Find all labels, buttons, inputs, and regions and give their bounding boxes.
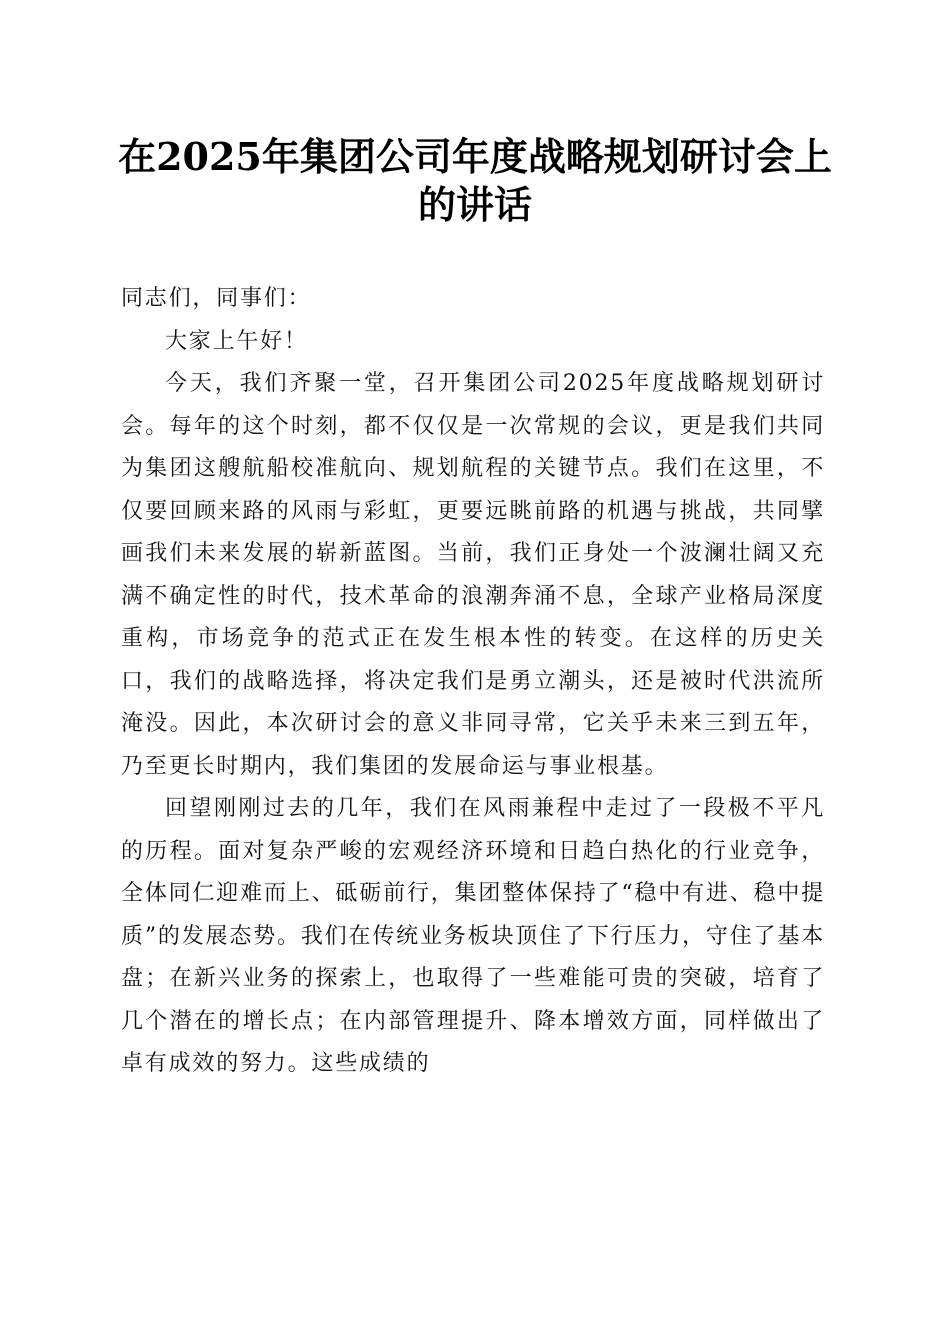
document-body bbox=[121, 278, 825, 1086]
document-title: 在2025年集团公司年度战略规划研讨会上的讲话 bbox=[118, 134, 832, 227]
paragraph-1: 今天，我们齐聚一堂，召开集团公司2025年度战略规划研讨会。每年的这个时刻，都不仅仅是一次常规的会议，更是我们共同为集团这艘航船校准航向、规划航程的关键节点。我们在这里，不仅要回顾来路的风雨与彩虹，更要远眺前路的机遇与挑战，共同擘画我们未来发展的崭新蓝图。当前，我们正身处一个波澜壮阔又充满不确定性的时代，技术革命的浪潮奔涌不息，全球产业格局深度重构，市场竞争的范式正在发生根本性的转变。在这样的历史关口，我们的战略选择，将决定我们是勇立潮头，还是被时代洪流所淹没。因此，本次研讨会的意义非同寻常，它关乎未来三到五年，乃至更长时期内，我们集团的发展命运与事业根基。 bbox=[121, 371, 825, 779]
greeting: 大家上午好！ bbox=[165, 328, 308, 354]
paragraph-2: 回望刚刚过去的几年，我们在风雨兼程中走过了一段极不平凡的历程。面对复杂严峻的宏观经济环境和日趋白热化的行业竞争，全体同仁迎难而上、砥砺前行，集团整体保持了“稳中有进、稳中提质”的发展态势。我们在传统业务板块顶住了下行压力，守住了基本盘；在新兴业务的探索上，也取得了一些难能可贵的突破，培育了几个潜在的增长点；在内部管理提升、降本增效方面，同样做出了卓有成效的努力。这些成绩的 bbox=[121, 796, 825, 1076]
salutation: 同志们，同事们： bbox=[121, 286, 312, 311]
